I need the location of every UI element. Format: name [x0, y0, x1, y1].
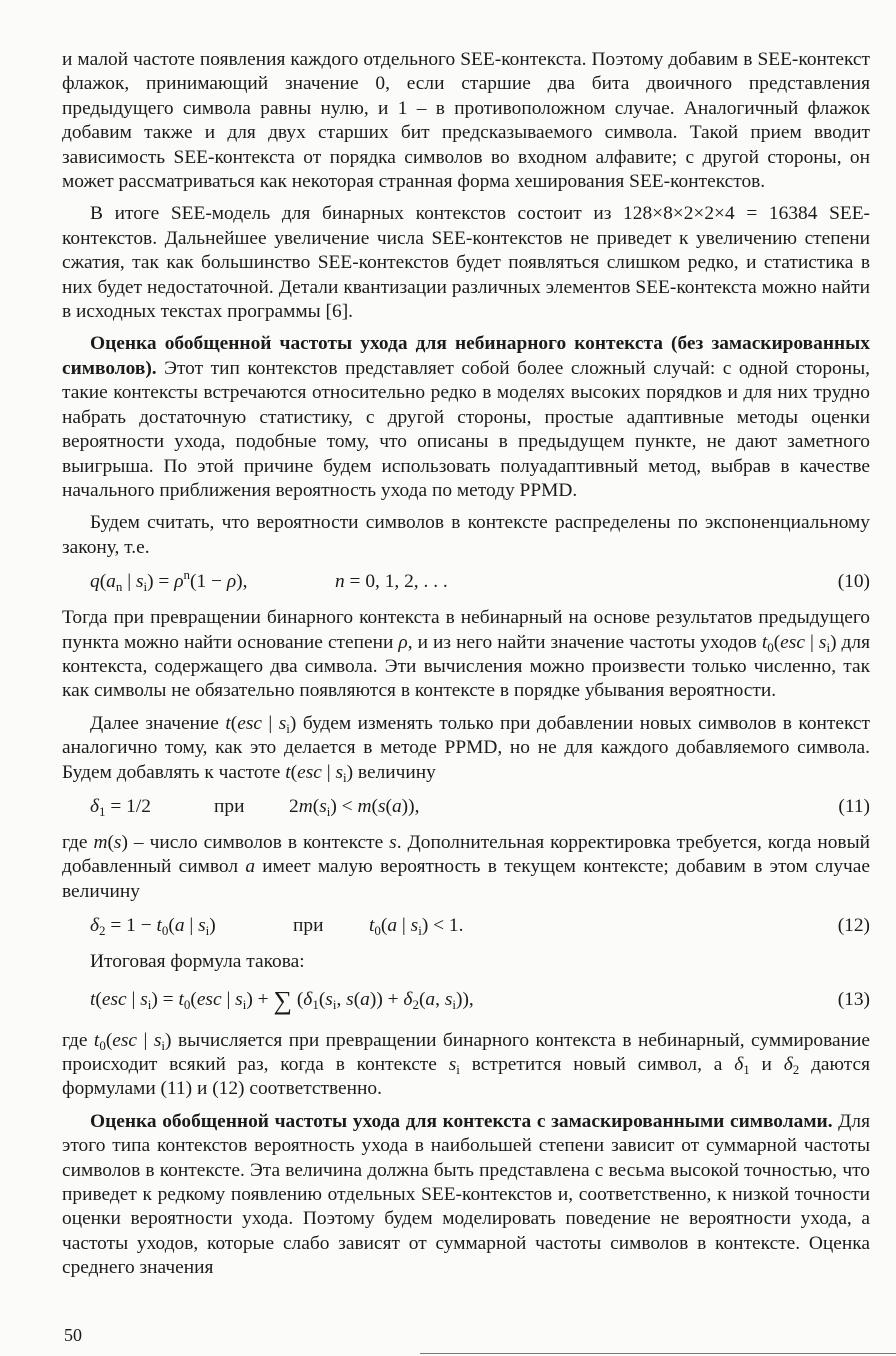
section-heading-masked: Оценка обобщенной частоты ухода для контекста с замаскированными символами.: [90, 1110, 833, 1132]
bottom-edge-line: [420, 1353, 896, 1354]
equation-12-rhs: $t_0(a$ | $s_i) < 1$.: [369, 915, 464, 939]
paragraph-t-esc-update: Далее значение t(esc | $s_i$) будем изменять только при добавлении новых символов в контекст аналогично тому, как это делается в методе PPMD, но не для каждого добавляемого символа. Будем добавлять к частоте t(esc | $s_i$) величину: [62, 712, 870, 785]
equation-12: [62, 904, 870, 950]
paragraph-text: Для этого типа контекстов вероятность ухода в наибольшей степени зависит от суммарной частоты символов в контексте. Эта величина должна быть представлена с весьма высокой точностью, что приведет к редкому появлению отдельных SEE-контекстов и, соответственно, к низкой точности оценки вероятности ухода. Поэтому будем моделировать поведение не вероятности ухода, а частоты уходов, которые слабо зависят от суммарной частоты символов в контексте. Оценка среднего значения: [62, 1110, 871, 1279]
math-a: a: [245, 856, 256, 878]
equation-13-lhs: t(esc | $s_i) = t_0(esc$ | $s_i$) + ∑ ($\delta_1(s_i$, $s(a)) + \delta_2(a$, $s_i$)),: [90, 985, 474, 1015]
page-body: [62, 48, 870, 1281]
paragraph-exponential-law: Будем считать, что вероятности символов в контексте распределены по экспоненциальному закону, т.е.: [62, 512, 870, 558]
equation-10-rhs: n = 0, 1, 2, . . .: [335, 571, 448, 593]
math-s-i: $s_i$: [448, 1054, 460, 1077]
math-rho: ρ: [398, 631, 408, 653]
equation-11-word: при: [214, 795, 245, 817]
section-heading-nonbinary: Оценка обобщенной частоты ухода для небинарного контекста (без замаскированных символов).: [62, 333, 870, 379]
paragraph-final-formula-intro: Итоговая формула такова:: [90, 951, 305, 973]
equation-13-number: (13): [837, 988, 870, 1010]
paragraph-nonbinary-context: [62, 332, 870, 503]
math-t-esc: t(esc | $s_i$): [285, 761, 354, 785]
equation-10: [62, 560, 870, 606]
equation-12-number: (12): [837, 915, 870, 937]
paragraph-binary-to-nonbinary: Тогда при превращении бинарного контекста в небинарный на основе результатов предыдущего пункта можно найти основание степени ρ, и из него найти значение частоты уходов $t_0(esc$ | $s_i$) для контекста, содержащего два символа. Эти вычисления можно произвести только численно, так как символы не обязательно появляются в контексте в порядке убывания вероятности.: [62, 607, 871, 702]
equation-12-word: при: [293, 915, 324, 937]
paragraph-formula-explanation: где $t_0(esc$ | $s_i$) вычисляется при превращении бинарного контекста в небинарный, суммирование происходит всякий раз, когда в контексте $s_i$ встретится новый символ, а $\delta_1$ и $\delta_2$ даются формулами (11) и (12) соответственно.: [62, 1029, 871, 1100]
page-number: 50: [64, 1325, 82, 1345]
equation-13: [62, 975, 870, 1029]
math-t0-esc: $t_0(esc$ | $s_i$): [93, 1029, 172, 1053]
paragraph-see-flags: и малой частоте появления каждого отдельного SEE-контекста. Поэтому добавим в SEE-контекст флажок, принимающий значение 0, если старшие два бита двоичного представления предыдущего символа равны нулю, и 1 – в противоположном случае. Аналогичный флажок добавим также и для двух старших бит предсказываемого символа. Такой прием вводит зависимость SEE-контекста от порядка символов во входном алфавите; с другой стороны, он может рассматриваться как некоторая странная форма хеширования SEE-контекстов.: [62, 49, 870, 193]
math-m-s: m(s): [93, 831, 128, 853]
paragraph-see-model-size: В итоге SEE-модель для бинарных контекстов состоит из 128×8×2×2×4 = 16384 SEE-контекстов. Дальнейшее увеличение числа SEE-контекстов не приведет к увеличению степени сжатия, так как большинство SEE-контекстов будет появляться слишком редко, и статистика в них будет недостаточной. Детали квантизации различных элементов SEE-контекста можно найти в исходных текстах программы [6].: [62, 203, 870, 323]
equation-10-lhs: $q(a_n$ | $s_i) = \rho^n(1 - \rho)$,: [90, 567, 248, 595]
equation-11-rhs: $2m(s_i) < m(s(a))$,: [289, 795, 420, 819]
equation-11-number: (11): [838, 795, 870, 817]
math-delta1: $\delta_1$: [734, 1054, 750, 1077]
equation-11: [62, 785, 870, 831]
equation-11-lhs: $\delta_1 = 1/2$: [90, 795, 151, 819]
math-t-esc: t(esc | $s_i$): [225, 712, 297, 736]
equation-12-lhs: $\delta_2 = 1 - t_0(a$ | $s_i$): [90, 915, 216, 939]
paragraph-text: Этот тип контекстов представляет собой более сложный случай: с одной стороны, такие контексты встречаются относительно редко в моделях высоких порядков и для них трудно набрать достаточную статистику, с другой стороны, простые адаптивные методы оценки вероятности ухода, подобные тому, что описаны в предыдущем пункте, не дают заметного выигрыша. По этой причине будем использовать полуадаптивный метод, выбрав в качестве начального приближения вероятность ухода по методу PPMD.: [62, 357, 870, 501]
paragraph-masked-context: [62, 1110, 870, 1281]
math-t0-esc: $t_0(esc$ | $s_i$): [761, 631, 837, 655]
equation-10-number: (10): [837, 571, 870, 593]
paragraph-correction: где m(s) – число символов в контексте s. Дополнительная корректировка требуется, когда новый добавленный символ a имеет малую вероятность в текущем контексте; добавим в этом случае величину: [62, 831, 870, 902]
math-delta2: $\delta_2$: [783, 1054, 800, 1077]
math-s: s: [389, 831, 397, 853]
